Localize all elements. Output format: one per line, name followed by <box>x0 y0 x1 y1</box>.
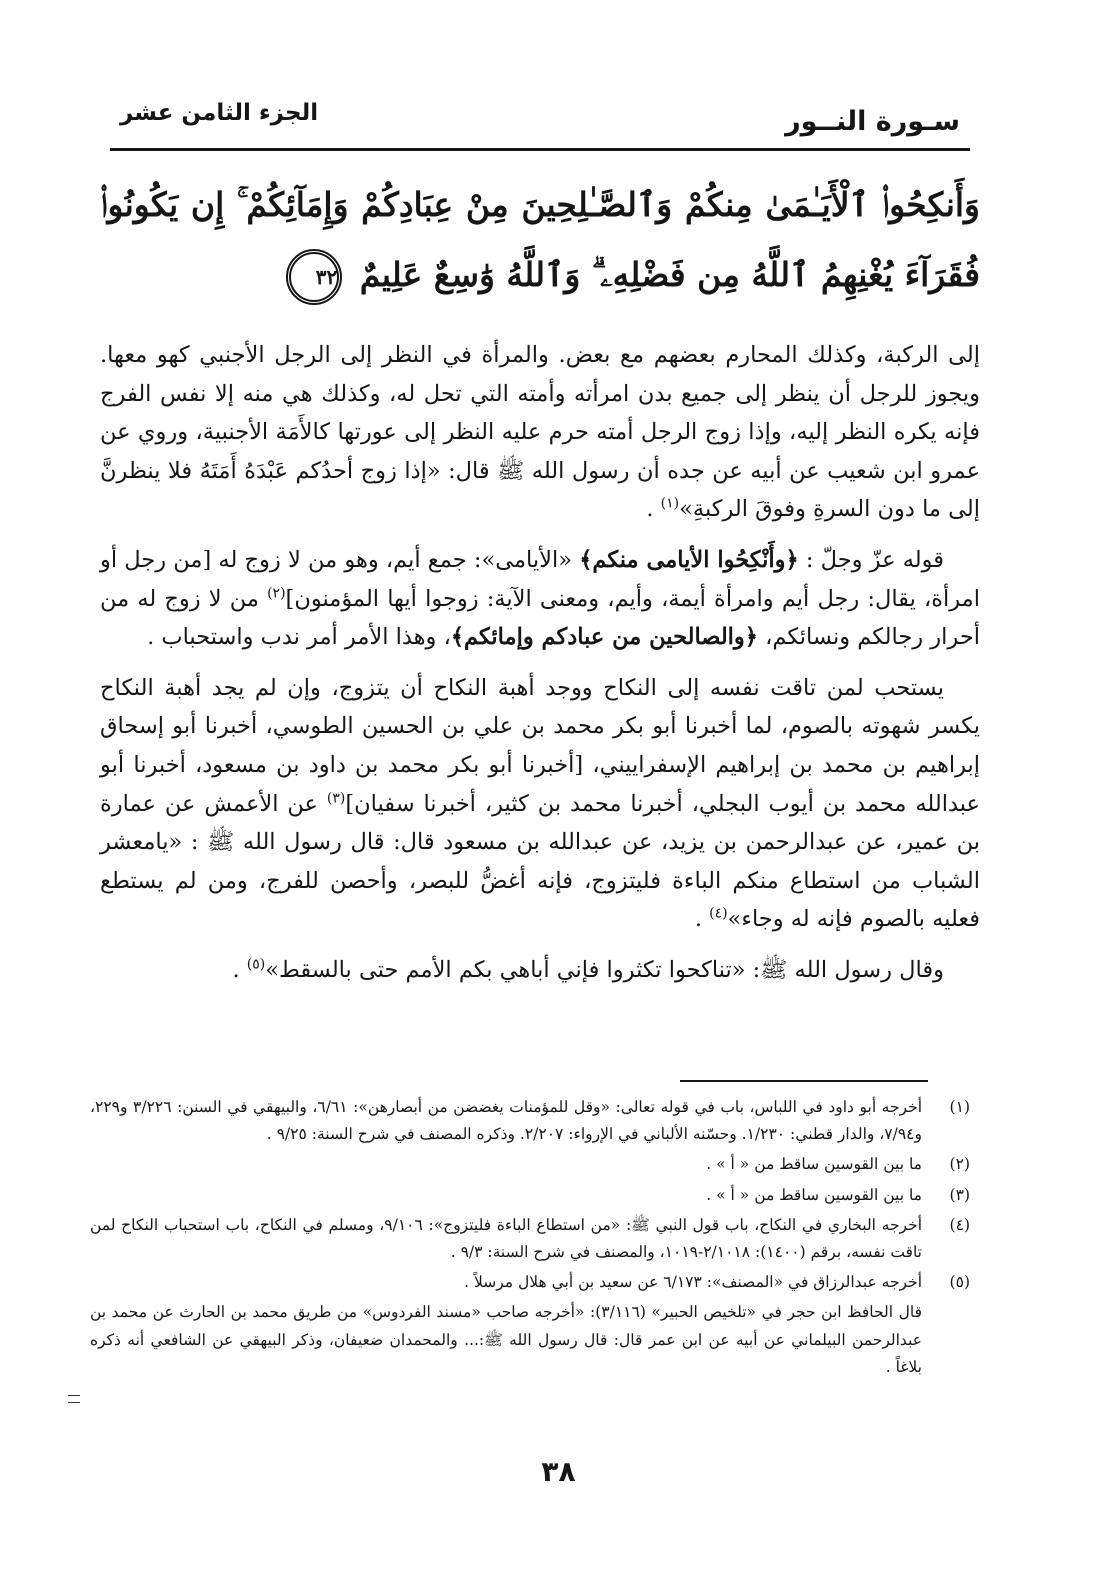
footnote-number: (١) <box>949 1098 970 1116</box>
footnote-5-continuation: قال الحافظ ابن حجر في «تلخيص الحبير» (٣/١١٦): «أخرجه صاحب «مسند الفردوس» من طريق محمد بن الحارث عن محمد بن عبدالرحمن البيلماني عن أبيه عن ابن عمر قال: قال رسول الله ﷺ:... والمحمدان ضعيفان، وذكر البيهقي عن الشافعي أنه ذكره بلاغاً . <box>90 1303 922 1376</box>
footnote-1 <box>90 1094 970 1148</box>
verse-text: وَأَنكِحُوا۟ ٱلْأَيَـٰمَىٰ مِنكُمْ وَٱلصَّـٰلِحِينَ مِنْ عِبَادِكُمْ وَإِمَآئِكُمْ ۚ إِن يَكُونُوا۟ فُقَرَآءَ يُغْنِهِمُ ٱللَّهُ مِن فَضْلِهِۦ ۗ وَٱللَّهُ وَٰسِعٌ عَلِيمٌ <box>100 185 980 294</box>
footnote-number: (٢) <box>949 1155 970 1174</box>
footnote-number: (٣) <box>949 1185 970 1204</box>
paragraph-end: . <box>646 496 661 523</box>
margin-mark <box>68 1395 80 1403</box>
quran-quote: ﴿والصالحين من عبادكم وإمائكم﴾ <box>450 624 758 651</box>
paragraph-text: يستحب لمن تاقت نفسه إلى النكاح ووجد أهبة النكاح أن يتزوج، وإن لم يجد أهبة النكاح يكسر شهوته بالصوم، لما أخبرنا أبو بكر محمد بن علي بن الحسين الطوسي، أخبرنا أبو إسحاق إبراهيم بن محمد بن إبراهيم الإسفراييني، [أخبرنا أبو بكر محمد بن داود بن مسعود، أخبرنا أبو عبدالله محمد بن أيوب البجلي، أخبرنا محمد بن كثير، أخبرنا سفيان] <box>100 674 980 817</box>
footnote-text: أخرجه أبو داود في اللباس، باب في قوله تعالى: «وقل للمؤمنات يغضضن من أبصارهن»: ٦/٦١، والبيهقي في السنن: ٣/٢٢٦ و٢٢٩، و٧/٩٤، والدار قطني: ١/٢٣٠. وحسّنه الألباني في الإرواء: ٢/٢٠٧. وذكره المصنف في شرح السنة: ٩/٢٥ . <box>90 1098 922 1144</box>
footnote-divider <box>680 1080 928 1082</box>
paragraph-3 <box>100 669 980 939</box>
surah-title: سـورة النــور <box>785 106 960 137</box>
paragraph-text: من لا زوج له من أحرار رجالكم ونسائكم، <box>100 585 980 651</box>
footnote-ref-3: (٣) <box>326 790 346 807</box>
paragraph-2 <box>100 541 980 657</box>
paragraph-text: إلى الركبة، وكذلك المحارم بعضهم مع بعض. والمرأة في النظر إلى الرجل الأجنبي كهو معها. ويجوز للرجل أن ينظر إلى جميع بدن امرأته وأمته التي تحل له، وكذلك هي منه إلا نفس الفرج فإنه يكره النظر إليه، وإذا زوج الرجل أمته حرم عليه النظر إلى عورتها كالأَمَة الأجنبية، وروي عن عمرو ابن شعيب عن أبيه عن جده أن رسول الله ﷺ قال: «إذا زوج أحدُكم عَبْدَهُ أَمَتَهُ فلا ينظرنَّ إلى ما دون السرةِ وفوقَ الركبةِ» <box>100 342 980 523</box>
footnote-text: ما بين القوسين ساقط من « أ » . <box>706 1155 922 1174</box>
paragraph-end: . <box>232 956 247 983</box>
footnote-ref-1: (١) <box>660 495 680 512</box>
page-number: ٣٨ <box>541 1455 576 1488</box>
footnotes <box>90 1094 970 1381</box>
paragraph-end: . <box>694 906 710 933</box>
paragraph-text: ، وهذا الأمر أمر ندب واستحباب . <box>147 624 451 651</box>
footnote-text: ما بين القوسين ساقط من « أ » . <box>706 1185 922 1204</box>
footnote-number: (٤) <box>949 1215 970 1234</box>
paragraph-text: وقال رسول الله ﷺ: «تناكحوا تكثروا فإني أباهي بكم الأمم حتى بالسقط» <box>265 956 944 983</box>
footnote-ref-5: (٥) <box>246 956 266 973</box>
footnote-3 <box>90 1182 970 1209</box>
footnote-5 <box>90 1269 970 1296</box>
quran-verse <box>100 170 980 310</box>
footnote-text: أخرجه البخاري في النكاح، باب قول النبي ﷺ: «من استطاع الباءة فليتزوج»: ٩/١٠٦، ومسلم في النكاح، باب استحباب النكاح لمن تاقت نفسه، برقم (١٤٠٠): ٢/١٠١٨-١٠١٩، والمصنف في شرح السنة: ٩/٣ . <box>90 1215 922 1262</box>
footnote-number: (٥) <box>949 1273 970 1292</box>
footnote-4 <box>90 1212 970 1266</box>
quran-quote: ﴿وأَنْكِحُوا الأيامى منكم﴾ <box>579 546 799 573</box>
ayah-number-marker: ٣٢ <box>286 249 342 305</box>
footnote-text: أخرجه عبدالرزاق في «المصنف»: ٦/١٧٣ عن سعيد بن أبي هلال مرسلاً . <box>464 1273 922 1292</box>
page-header <box>110 92 970 151</box>
footnote-ref-4: (٤) <box>709 905 728 922</box>
commentary-body <box>100 336 980 1002</box>
paragraph-text: عن الأعمش عن عمارة بن عمير، عن عبدالرحمن بن يزيد، عن عبدالله بن مسعود قال: قال رسول الله ﷺ : «يامعشر الشباب من استطاع منكم الباءة فليتزوج، فإنه أغضُّ للبصر، وأحصن للفرج، ومن لم يستطع فعليه بالصوم فإنه له وجاء» <box>100 790 980 933</box>
juz-title: الجزء الثامن عشر <box>120 100 319 126</box>
paragraph-1 <box>100 336 980 529</box>
footnote-2 <box>90 1151 970 1178</box>
paragraph-text: «الأيامى»: جمع أيم، وهو من لا زوج له [من رجل أو امرأة، يقال: رجل أيم وامرأة أيمة، وأيم، ومعنى الآية: زوجوا أيها المؤمنون] <box>100 546 980 612</box>
footnote-ref-2: (٢) <box>267 585 286 602</box>
paragraph-lead: قوله عزّ وجلّ : <box>798 546 944 573</box>
paragraph-4 <box>100 951 980 990</box>
